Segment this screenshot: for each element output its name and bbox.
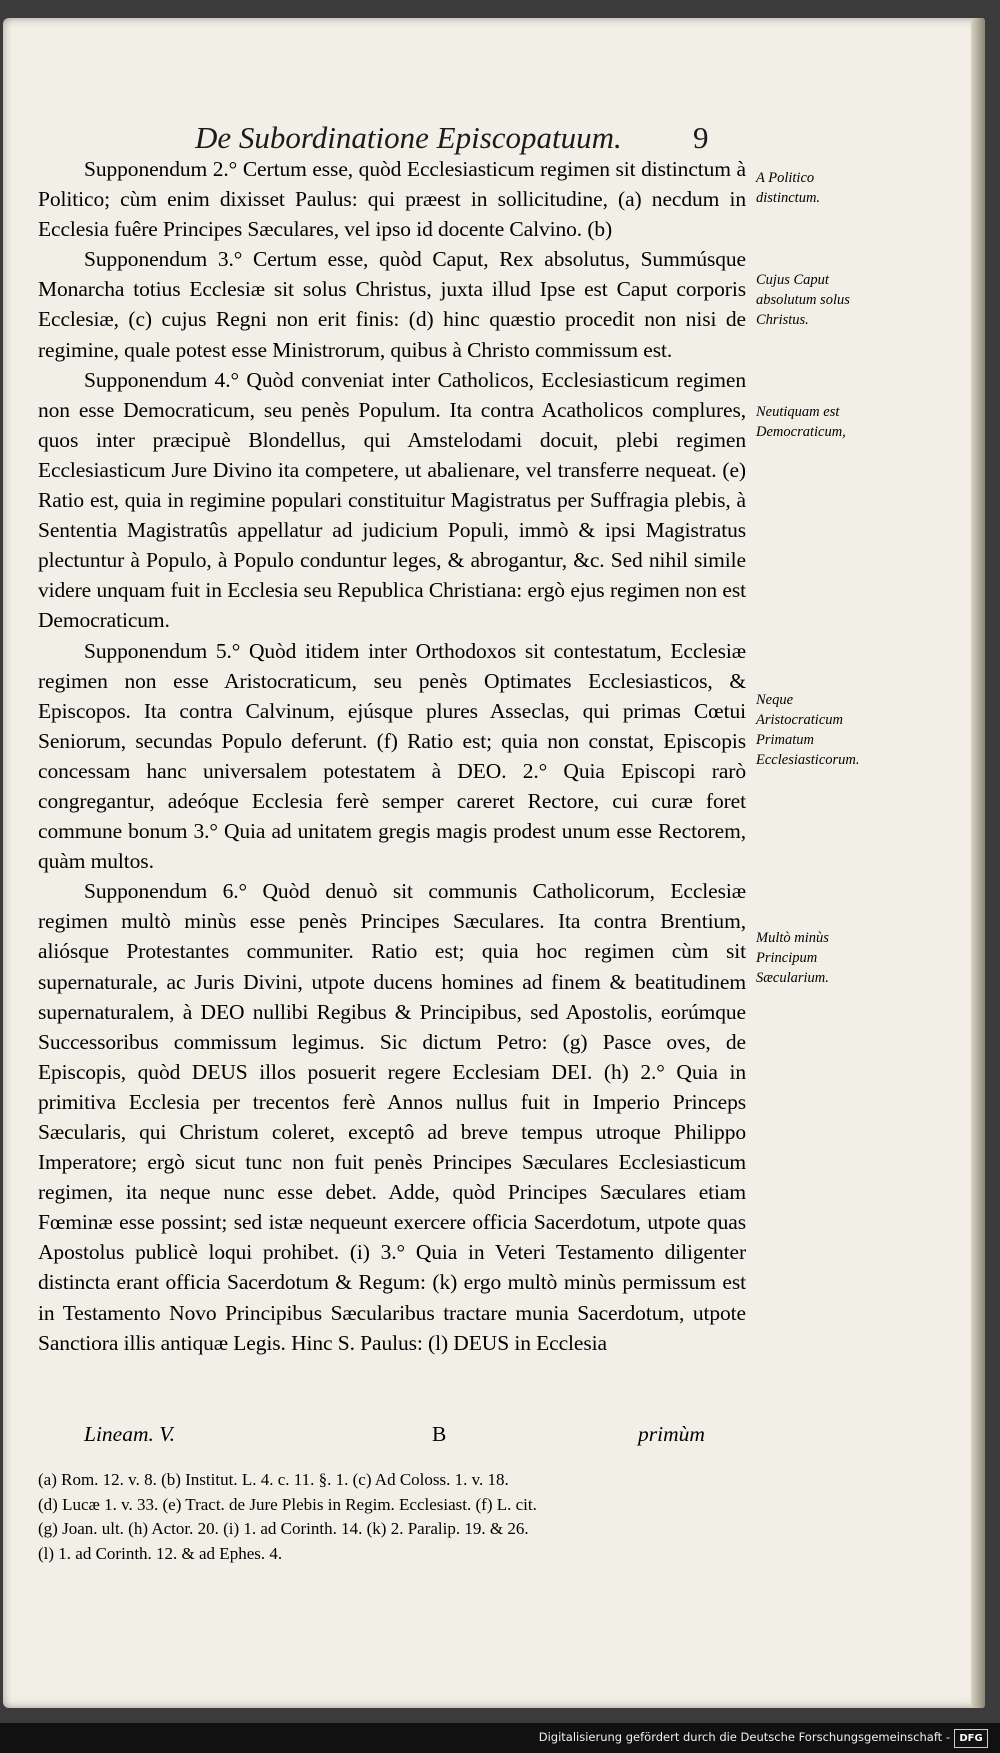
- paragraph: Supponendum 6.° Quòd denuò sit communis Catholicorum, Ecclesiæ regimen multò minùs esse penès Principes Sæculares. Ita contra Brentium, aliósque Protestantes communiter. Ratio est; quia hoc regimen cùm sit supernaturale, ac Juris Divini, utpote ducens homines ad finem & beatitudinem supernaturalem, à DEO nullibi Regibus & Principibus, sed Apostolis, eorúmque Successoribus commissum legimus. Sic dictum Petro: (g) Pasce oves, de Episcopis, quòd DEUS illos posuerit regere Ecclesiam DEI. (h) 2.° Quia in primitiva Ecclesia per trecentos ferè Annos nullus fuit in Imperio Princeps Sæcularis, qui Christum coleret, exceptô ad breve tempus utroque Philippo Imperatore; ergò sicut tunc non fuit penès Principes Sæculares Ecclesiasticum regimen, ita neque nunc esse debet. Adde, quòd Principes Sæculares etiam Fœminæ esse possint; sed istæ nequeunt exercere officia Sacerdotum, utpote quas Apostolus publicè loqui prohibet. (i) 3.° Quia in Veteri Testamento diligenter distincta erant officia Sacerdotum & Regum: (k) ergo multò minùs permissum est in Testamento Novo Principibus Sæcularibus tractare munia Sacerdotum, utpote Sanctiora illis antiquæ Legis. Hinc S. Paulus: (l) DEUS in Ecclesia: [38, 879, 746, 1355]
- catchword: primùm: [638, 1422, 705, 1446]
- catchline: [38, 1422, 746, 1452]
- marginal-note: Neque Aristocraticum Primatum Ecclesiasticorum.: [756, 692, 860, 768]
- page-number: 9: [693, 120, 709, 155]
- marginal-note: Cujus Caput absolutum solus Christus.: [756, 272, 850, 328]
- catchline-left: Lineam. V.: [84, 1422, 175, 1446]
- marginal-note: A Politico distinctum.: [756, 170, 821, 206]
- running-title: De Subordinatione Episcopatuum.: [195, 120, 622, 155]
- signature-mark: B: [432, 1422, 447, 1446]
- page-edge-shadow: [971, 18, 985, 1708]
- paragraph: Supponendum 5.° Quòd itidem inter Orthodoxos sit contestatum, Ecclesiæ regimen non esse Aristocraticum, seu penès Optimates Ecclesiasticos, & Episcopos. Ita contra Calvinum, ejúsque plures Asseclas, qui primas Cœtui Seniorum, secundas Populo deferunt. (f) Ratio est; quia non constat, Episcopis concessam hanc universalem potestatem à DEO. 2.° Quia Episcopi rarò congregantur, adeóque Ecclesia ferè semper careret Rectore, cui curæ foret commune bonum 3.° Quia ad unitatem gregis magis prodest unum esse Rectorem, quàm multos.: [38, 638, 746, 874]
- marginal-note: Multò minùs Principum Sæcularium.: [756, 930, 829, 986]
- paragraph: Supponendum 2.° Certum esse, quòd Ecclesiasticum regimen sit distinctum à Politico; cùm enim dixisset Paulus: qui præest in sollicitudine, (a) necdum in Ecclesia fuêre Principes Sæculares, vel ipso id docente Calvino. (b): [38, 157, 746, 242]
- paragraph: Supponendum 3.° Certum esse, quòd Caput, Rex absolutus, Summúsque Monarcha totius Ecclesiæ sit solus Christus, juxta illud Ipse est Caput corporis Ecclesiæ, (c) cujus Regni non erit finis: (d) hinc quæstio procedit non nisi de regimine, quale potest esse Ministrorum, quibus à Christo commissum est.: [38, 247, 746, 362]
- body-text: [38, 154, 746, 1358]
- paragraph: Supponendum 4.° Quòd conveniat inter Catholicos, Ecclesiasticum regimen non esse Democraticum, seu penès Populum. Ita contra Acatholicos complures, quos inter præcipuè Blondellus, qui Amstelodami docuit, plebi regimen Ecclesiasticum Jure Divino ita competere, ut abalienare, vel transferre nequeat. (e) Ratio est, quia in regimine populari constituitur Magistratus per Suffragia plebis, à Sententia Magistratûs appellatur ad judicium Populi, immò & ipsi Magistratus plectuntur à Populo, à Populo conduntur leges, & abrogantur, &c. Sed nihil simile videre unquam fuit in Ecclesia seu Republica Christiana: ergò ejus regimen non est Democraticum.: [38, 367, 746, 633]
- funding-bar: [0, 1723, 1000, 1753]
- footnote-line: (l) 1. ad Corinth. 12. & ad Ephes. 4.: [38, 1543, 283, 1563]
- footnotes: [38, 1468, 746, 1566]
- marginal-note: Neutiquam est Democraticum,: [756, 404, 846, 440]
- footnote-line: (g) Joan. ult. (h) Actor. 20. (i) 1. ad Corinth. 14. (k) 2. Paralip. 19. & 26.: [38, 1519, 529, 1539]
- dfg-logo[interactable]: DFG: [954, 1729, 988, 1748]
- funding-text: Digitalisierung gefördert durch die Deutsche Forschungsgemeinschaft -: [538, 1730, 950, 1744]
- footnote-line: (d) Lucæ 1. v. 33. (e) Tract. de Jure Plebis in Regim. Ecclesiast. (f) L. cit.: [38, 1494, 537, 1514]
- footnote-line: (a) Rom. 12. v. 8. (b) Institut. L. 4. c. 11. §. 1. (c) Ad Coloss. 1. v. 18.: [38, 1470, 509, 1489]
